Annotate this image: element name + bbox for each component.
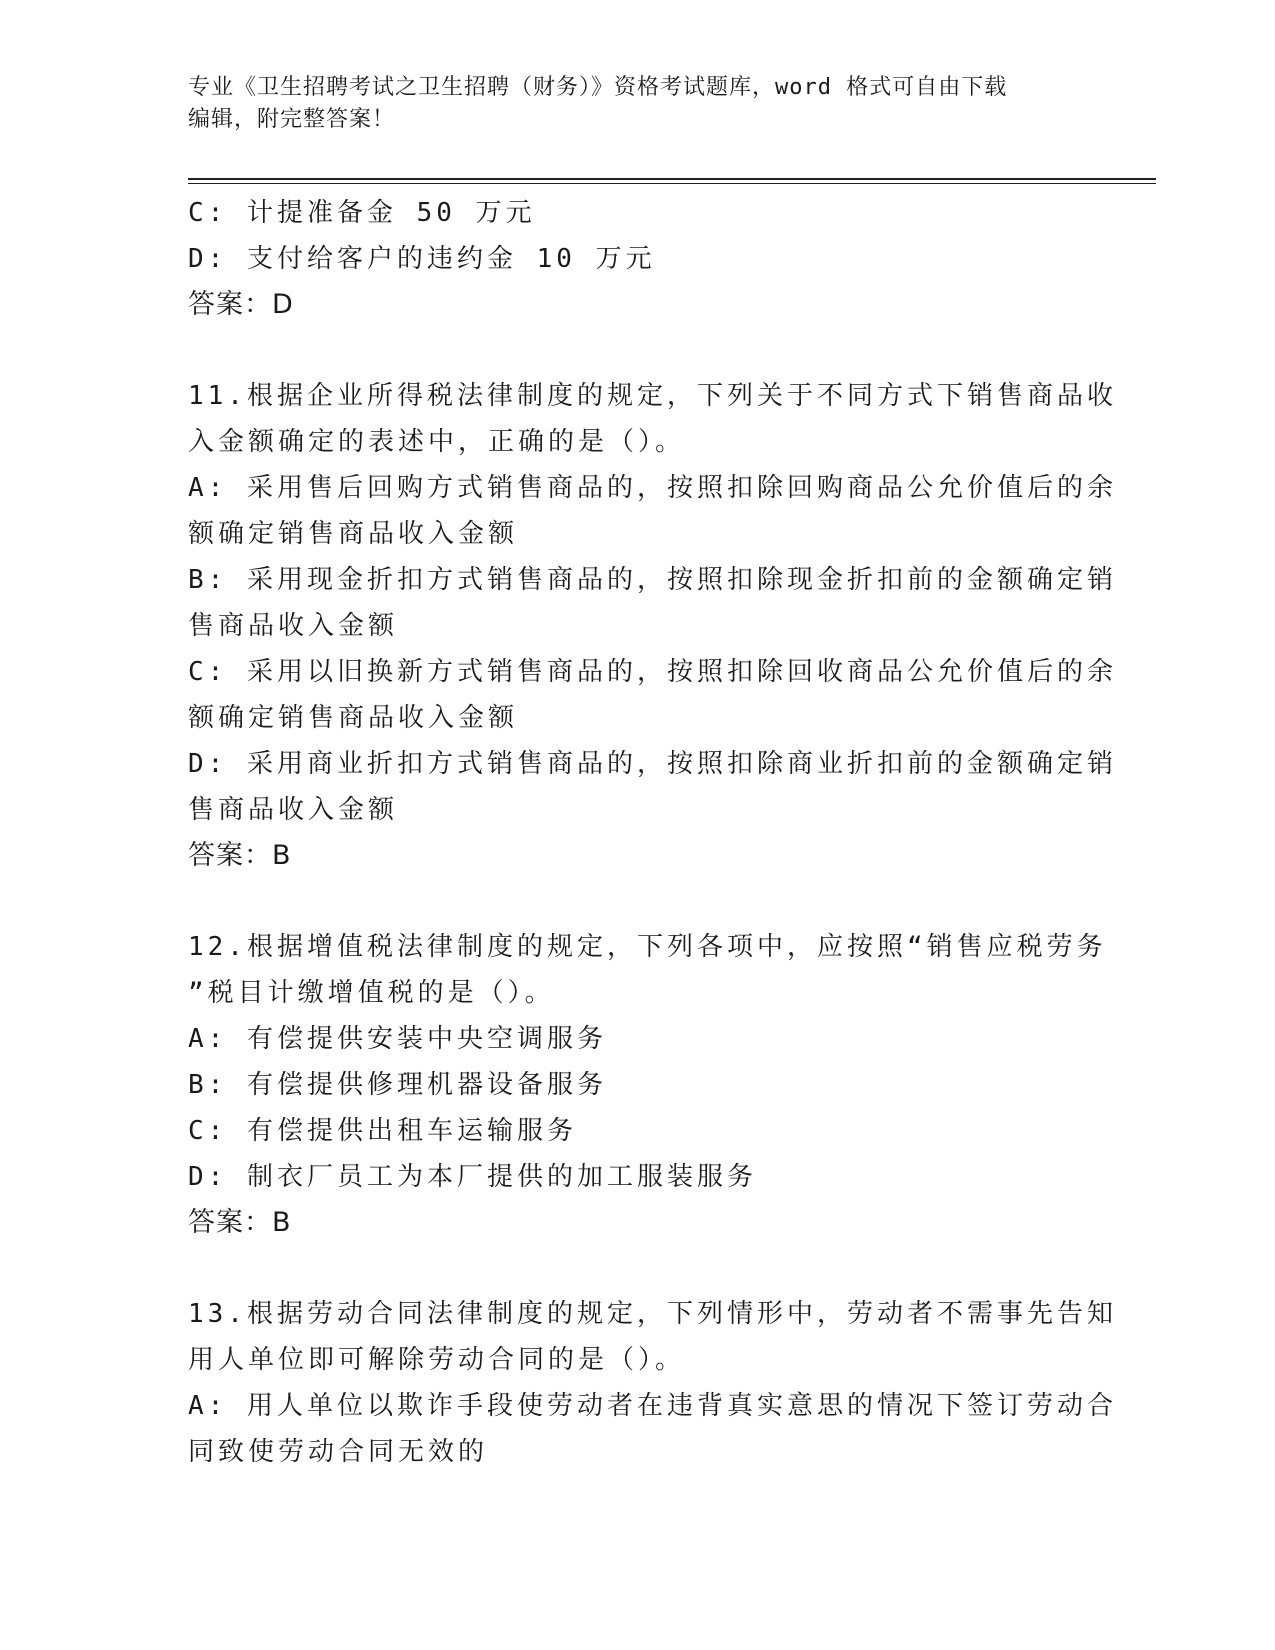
question-stem-continued: ”税目计缴增值税的是（）。 [188,978,555,1008]
option-d: D: 支付给客户的违约金 10 万元 [188,244,656,274]
question-11 [188,373,1117,879]
question-stem: 12.根据增值税法律制度的规定，下列各项中，应按照“销售应税劳务 [188,932,1107,962]
answer-label: 答案：B [188,840,292,871]
option-a: A: 有偿提供安装中央空调服务 [188,1024,607,1054]
option-a-continued: 同致使劳动合同无效的 [188,1437,489,1467]
header-divider-thick [188,178,1156,180]
option-b: B: 采用现金折扣方式销售商品的，按照扣除现金折扣前的金额确定销 [188,565,1117,595]
question-12 [188,924,1107,1246]
option-a-continued: 额确定销售商品收入金额 [188,519,519,549]
question-stem-continued: 用人单位即可解除劳动合同的是（）。 [188,1345,686,1375]
option-b: B: 有偿提供修理机器设备服务 [188,1070,607,1100]
option-b-continued: 售商品收入金额 [188,611,399,641]
answer-label: 答案：D [188,289,294,320]
option-c-continued: 额确定销售商品收入金额 [188,703,519,733]
header-line-2: 编辑，附完整答案！ [188,107,396,132]
question-gap [188,879,1088,924]
question-stem: 13.根据劳动合同法律制度的规定，下列情形中，劳动者不需事先告知 [188,1299,1117,1329]
document-header [188,72,1068,136]
question-13 [188,1291,1117,1475]
option-d-continued: 售商品收入金额 [188,795,399,825]
option-a: A: 用人单位以欺诈手段使劳动者在违背真实意思的情况下签订劳动合 [188,1391,1117,1421]
option-d: D: 采用商业折扣方式销售商品的，按照扣除商业折扣前的金额确定销 [188,749,1117,779]
header-divider-thin [188,183,1156,184]
question-stem: 11.根据企业所得税法律制度的规定，下列关于不同方式下销售商品收 [188,381,1117,411]
question-stem-continued: 入金额确定的表述中，正确的是（）。 [188,427,686,457]
option-c: C: 计提准备金 50 万元 [188,198,536,228]
question-content [188,190,1117,1475]
question-gap [188,328,1088,373]
option-c: C: 采用以旧换新方式销售商品的，按照扣除回收商品公允价值后的余 [188,657,1117,687]
header-line-1: 专业《卫生招聘考试之卫生招聘（财务）》资格考试题库，word 格式可自由下载 [188,75,1008,100]
previous-question-tail [188,190,1088,328]
option-c: C: 有偿提供出租车运输服务 [188,1116,577,1146]
answer-label: 答案：B [188,1207,292,1238]
option-a: A: 采用售后回购方式销售商品的，按照扣除回购商品公允价值后的余 [188,473,1117,503]
option-d: D: 制衣厂员工为本厂提供的加工服装服务 [188,1162,757,1192]
question-gap [188,1246,1088,1291]
